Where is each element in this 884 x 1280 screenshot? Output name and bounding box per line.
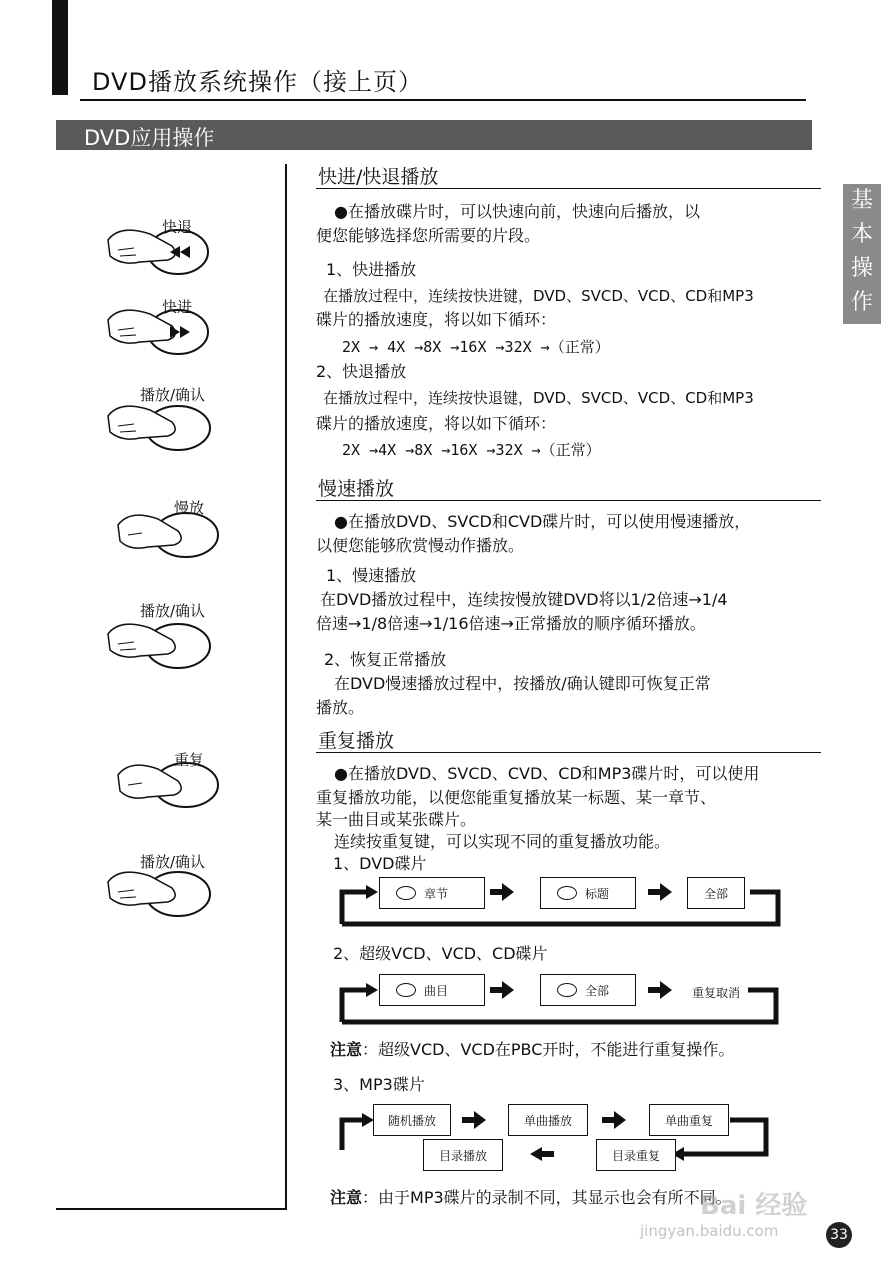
flow-label: 单曲播放 <box>523 1113 572 1128</box>
rewind-button-illustration <box>100 210 220 280</box>
repeat-heading: 重复播放 <box>318 730 395 752</box>
note2 <box>330 1186 732 1210</box>
play-confirm-label: 播放/确认 <box>140 386 206 404</box>
repeat-intro-line1: ●在播放DVD、SVCD、CVD、CD和MP3碟片时，可以使用 <box>334 764 760 783</box>
bottom-rule <box>56 1208 286 1210</box>
slow-intro-line1: ●在播放DVD、SVCD和CVD碟片时，可以使用慢速播放， <box>334 512 751 531</box>
ff-rewind-line1: 在播放过程中，连续按快退键，DVD、SVCD、VCD、CD和MP3 <box>323 389 754 407</box>
flow-box-shuffle <box>373 1104 451 1136</box>
repeat-mp3-title: 3、MP3碟片 <box>333 1075 425 1094</box>
repeat-dvd-title: 1、DVD碟片 <box>333 854 427 873</box>
play-confirm-label: 播放/确认 <box>140 602 206 620</box>
ff-rewind-title: 2、快退播放 <box>316 362 407 381</box>
note1-text: ：超级VCD、VCD在PBC开时，不能进行重复操作。 <box>362 1040 735 1059</box>
flow-label: 随机播放 <box>387 1113 436 1128</box>
flow-label: 目录播放 <box>438 1148 487 1163</box>
watermark-brand: Bai 经验 <box>700 1191 808 1221</box>
flow-box-single-play <box>508 1104 588 1136</box>
page-title: DVD播放系统操作（接上页） <box>92 68 423 96</box>
ff-forward-line2: 碟片的播放速度，将以如下循环： <box>316 310 557 329</box>
flow-box-all <box>687 877 745 909</box>
note-label: 注意 <box>330 1188 363 1207</box>
watermark-url: jingyan.baidu.com <box>640 1222 779 1240</box>
flow-box-chapter <box>379 877 485 909</box>
flow-label: 标题 <box>585 886 610 901</box>
repeat-label: 重复 <box>174 751 205 769</box>
section-title: DVD应用操作 <box>84 126 215 150</box>
ff-forward-cycle: 2X → 4X →8X →16X →32X →（正常） <box>342 338 610 356</box>
disc-icon <box>396 886 416 900</box>
slow-label: 慢放 <box>174 499 205 517</box>
page-number: 33 <box>826 1222 852 1248</box>
repeat-intro-line2: 重复播放功能，以便您能重复播放某一标题、某一章节、 <box>316 788 717 807</box>
slow-heading: 慢速播放 <box>318 478 395 500</box>
note-label: 注意 <box>330 1040 363 1059</box>
title-rule <box>80 99 806 101</box>
slow-s2-line1: 在DVD慢速播放过程中，按播放/确认键即可恢复正常 <box>334 674 711 693</box>
flow-label: 章节 <box>424 886 449 901</box>
ff-intro-line1: ●在播放碟片时，可以快速向前，快速向后播放，以 <box>334 202 700 221</box>
flow-label: 全部 <box>585 983 610 998</box>
ff-heading: 快进/快退播放 <box>318 166 439 188</box>
flow-box-folder-repeat <box>596 1139 676 1171</box>
repeat-intro-line4: 连续按重复键，可以实现不同的重复播放功能。 <box>334 832 671 851</box>
slow-heading-rule <box>316 500 821 501</box>
disc-icon <box>557 983 577 997</box>
note1 <box>330 1038 734 1062</box>
ff-rewind-line2: 碟片的播放速度，将以如下循环： <box>316 414 557 433</box>
ff-forward-line1: 在播放过程中，连续按快进键，DVD、SVCD、VCD、CD和MP3 <box>323 287 754 305</box>
fast-forward-button-illustration <box>100 290 220 360</box>
slow-button-illustration <box>112 505 232 565</box>
slow-s1-line2: 倍速→1/8倍速→1/16倍速→正常播放的顺序循环播放。 <box>316 614 706 633</box>
slow-intro-line2: 以便您能够欣赏慢动作播放。 <box>316 536 525 555</box>
flow-label: 单曲重复 <box>664 1113 713 1128</box>
flow-label: 全部 <box>703 886 728 901</box>
flow-box-title <box>540 877 636 909</box>
flow-label: 曲目 <box>424 983 449 998</box>
repeat-button-illustration <box>112 755 232 815</box>
slow-s2-title: 2、恢复正常播放 <box>324 650 447 669</box>
disc-icon <box>396 983 416 997</box>
ff-rewind-cycle: 2X →4X →8X →16X →32X →（正常） <box>342 441 601 459</box>
ff-intro-line2: 便您能够选择您所需要的片段。 <box>316 226 541 245</box>
fast-forward-label: 快进 <box>162 298 193 316</box>
disc-icon <box>557 886 577 900</box>
flow-box-folder-play <box>423 1139 503 1171</box>
repeat-vcd-title: 2、超级VCD、VCD、CD碟片 <box>333 944 548 963</box>
flow-box-single-repeat <box>649 1104 729 1136</box>
repeat-intro-line3: 某一曲目或某张碟片。 <box>316 810 477 829</box>
section-band <box>56 120 812 150</box>
slow-s1-title: 1、慢速播放 <box>326 566 417 585</box>
play-confirm-label: 播放/确认 <box>140 853 206 871</box>
slow-s1-line1: 在DVD播放过程中，连续按慢放键DVD将以1/2倍速→1/4 <box>320 590 728 609</box>
slow-s2-line2: 播放。 <box>316 698 365 717</box>
ff-forward-title: 1、快进播放 <box>326 260 417 279</box>
title-bar-decoration <box>52 0 68 95</box>
rewind-label: 快退 <box>162 218 193 236</box>
flow-label: 目录重复 <box>611 1148 660 1163</box>
flow-label-repeat-off: 重复取消 <box>692 986 741 1000</box>
column-divider <box>285 164 287 1210</box>
side-tab <box>843 184 881 324</box>
flow-box-track <box>379 974 485 1006</box>
ff-heading-rule <box>316 188 821 189</box>
flow-box-all <box>540 974 636 1006</box>
note2-text: ：由于MP3碟片的录制不同，其显示也会有所不同。 <box>362 1188 732 1207</box>
side-tab-char: 基 <box>850 188 873 213</box>
side-tab-char: 操 <box>850 256 873 281</box>
repeat-heading-rule <box>316 752 821 753</box>
side-tab-char: 本 <box>850 222 873 247</box>
side-tab-char: 作 <box>850 290 873 315</box>
